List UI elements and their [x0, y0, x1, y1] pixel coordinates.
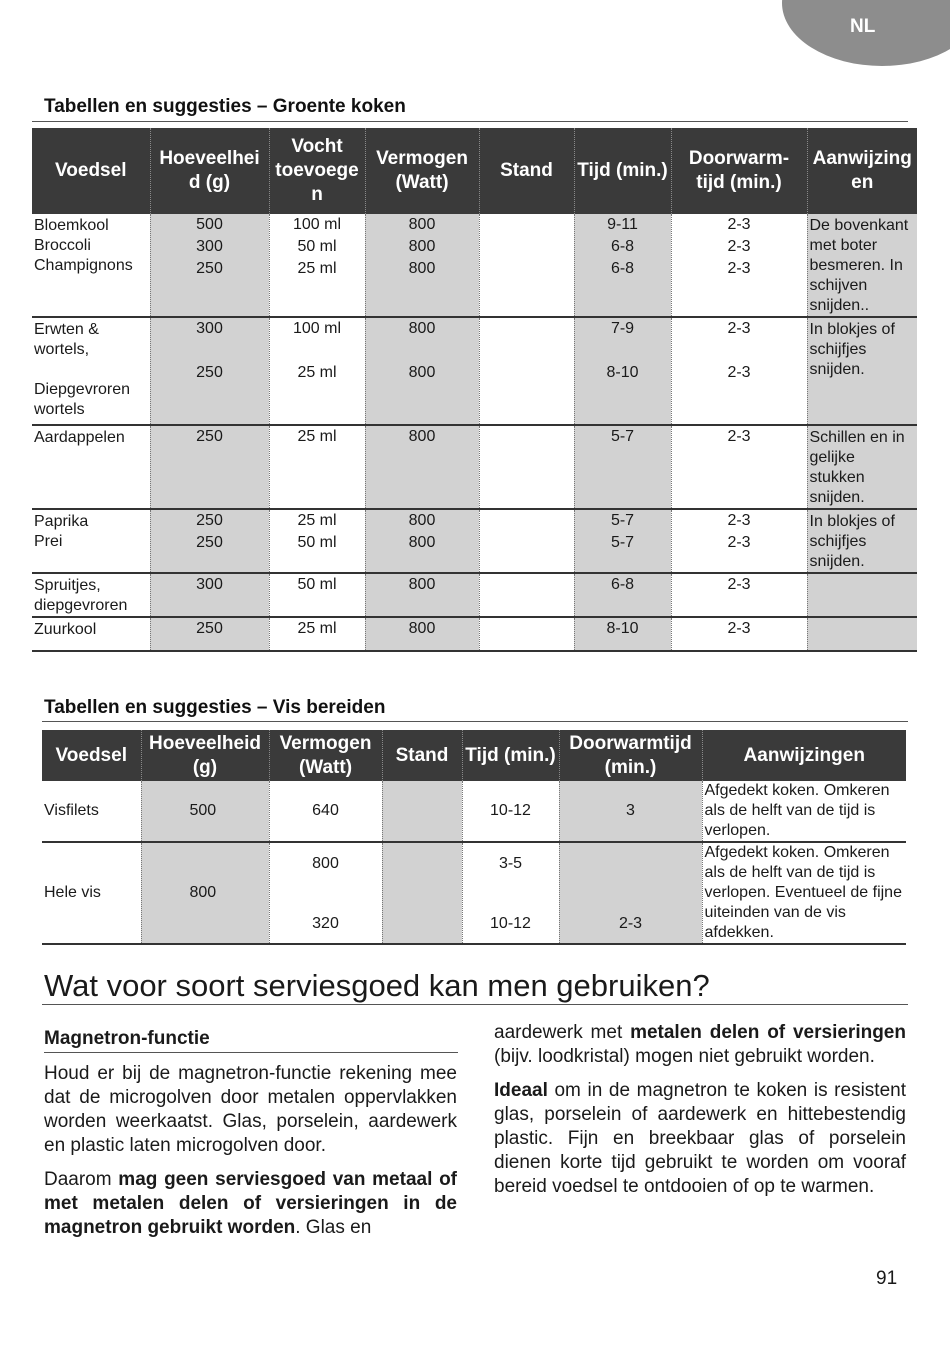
veg-cell-line: 2-3 — [727, 364, 751, 381]
right-p1-pre: aardewerk met — [494, 1022, 631, 1043]
veg-cell-line: 800 — [408, 576, 436, 593]
veg-cell-line: 5-7 — [610, 512, 635, 529]
veg-cell-line: 300 — [196, 320, 223, 337]
right-p1-bold: metalen delen of versieringen — [630, 1022, 906, 1043]
fish-cell-power — [269, 781, 382, 842]
veg-cell-line: diepgevroren — [34, 597, 128, 614]
magnetron-subtitle-rule — [44, 1052, 458, 1053]
right-p1-post: (bijv. loodkristal) mogen niet gebruikt worden. — [494, 1046, 875, 1067]
fish-header-line: Hoeveelheid — [149, 732, 261, 754]
veg-cell-line: De bovenkant — [809, 217, 909, 234]
left-column-text — [44, 1062, 457, 1250]
veg-cell-line: 250 — [196, 512, 223, 529]
veg-cell-liquid — [269, 509, 365, 573]
veg-cell-line: snijden. — [809, 361, 865, 378]
dishes-section-title: Wat voor soort serviesgoed kan men gebruiken? — [44, 968, 710, 1003]
veg-cell-line: 800 — [408, 364, 436, 381]
fish-header-line: Tijd (min.) — [465, 744, 556, 766]
fish-header-5 — [559, 730, 702, 781]
veg-cell-line: 2-3 — [727, 428, 751, 445]
veg-header-line: Aanwijzing — [812, 148, 912, 169]
left-paragraph-1: Houd er bij de magnetron-functie rekening mee dat de microgolven door metalen oppervlakken worden weerkaatst. Glas, porselein, aardewerk en plastic laten microgolven door. — [44, 1063, 457, 1156]
veg-cell-line — [270, 340, 365, 362]
veg-cell-line: 5-7 — [610, 428, 635, 445]
fish-cell-rest: 3 — [559, 781, 702, 842]
veg-cell-line: 800 — [408, 238, 436, 255]
veg-cell-rest — [671, 617, 807, 651]
veg-cell-qty — [150, 214, 269, 317]
veg-cell-rest — [671, 573, 807, 617]
veg-cell-line: 2-3 — [727, 534, 751, 551]
veg-cell-line: wortels — [34, 401, 85, 418]
veg-cell-line: 300 — [196, 238, 223, 255]
veg-cell-line: Zuurkool — [34, 621, 97, 638]
veg-cell-line: 800 — [408, 428, 436, 445]
veg-cell-power — [365, 317, 479, 425]
veg-cell-line: 250 — [196, 260, 223, 277]
veg-header-line: en — [851, 172, 874, 193]
veg-cell-line: 2-3 — [727, 620, 751, 637]
veg-cell-liquid — [269, 425, 365, 509]
magnetron-subtitle: Magnetron-functie — [44, 1028, 210, 1049]
veg-cell-note — [807, 573, 917, 617]
veg-cell-note — [807, 509, 917, 573]
veg-cell-line: Broccoli — [34, 237, 91, 254]
veg-cell-name — [32, 317, 150, 425]
veg-cell-line: 25 ml — [297, 364, 337, 381]
veg-cell-qty — [150, 617, 269, 651]
fish-header-line: (Watt) — [298, 756, 353, 778]
fish-cell-line: 800 — [312, 855, 339, 872]
veg-cell-power — [365, 425, 479, 509]
veg-cell-stand — [479, 425, 574, 509]
fish-header-line: Voedsel — [55, 744, 127, 766]
veg-cell-line: 300 — [196, 576, 223, 593]
veg-cell-stand — [479, 617, 574, 651]
veg-cell-line: schijfjes — [809, 533, 867, 550]
veg-cell-line: snijden.. — [809, 297, 870, 314]
veg-cell-line: 800 — [408, 216, 436, 233]
veg-cell-line: Aardappelen — [34, 429, 125, 446]
veg-cell-line: wortels, — [34, 341, 90, 358]
veg-cell-line: 25 ml — [297, 428, 337, 445]
left-p2-pre: Daarom — [44, 1169, 119, 1190]
veg-cell-stand — [479, 573, 574, 617]
fish-table — [42, 730, 906, 945]
veg-cell-time — [574, 573, 671, 617]
veg-cell-power — [365, 214, 479, 317]
veg-cell-line: 250 — [196, 364, 223, 381]
veg-table-row — [32, 509, 917, 573]
veg-cell-line: met boter — [809, 237, 878, 254]
language-tab — [782, 0, 950, 66]
veg-cell-line: besmeren. In — [809, 257, 903, 274]
fish-table-row — [42, 842, 906, 944]
veg-cell-power — [365, 509, 479, 573]
veg-cell-line: 500 — [196, 216, 223, 233]
veg-header-line: tijd (min.) — [696, 172, 782, 193]
veg-table-row — [32, 214, 917, 317]
fish-title-rule — [42, 721, 908, 722]
veg-cell-name — [32, 573, 150, 617]
fish-header-line: Doorwarmtijd — [569, 732, 692, 754]
fish-header-2 — [269, 730, 382, 781]
veg-cell-rest — [671, 509, 807, 573]
veg-cell-line: 800 — [408, 620, 436, 637]
fish-cell-stand — [382, 781, 462, 842]
fish-cell-rest: 2-3 — [559, 842, 702, 944]
veg-cell-stand — [479, 509, 574, 573]
veg-cell-time — [574, 214, 671, 317]
veg-table — [32, 128, 917, 652]
veg-cell-line: Spruitjes, — [34, 577, 101, 594]
veg-cell-qty — [150, 573, 269, 617]
veg-title-rule — [32, 121, 908, 122]
veg-header-line: Voedsel — [55, 160, 127, 181]
veg-table-row — [32, 425, 917, 509]
fish-cell-note: Afgedekt koken. Omkeren als de helft van de tijd is verlopen. Eventueel de fijne uiteinden van de vis afdekken. — [702, 842, 906, 944]
veg-cell-line: snijden. — [809, 489, 865, 506]
fish-header-4 — [462, 730, 559, 781]
veg-cell-line: 250 — [196, 620, 223, 637]
veg-cell-line: 2-3 — [727, 512, 751, 529]
fish-header-line: (g) — [192, 756, 218, 778]
veg-cell-line: Champignons — [34, 257, 133, 274]
veg-cell-line: 800 — [408, 320, 436, 337]
veg-cell-line: 25 ml — [297, 620, 337, 637]
fish-header-3 — [382, 730, 462, 781]
right-paragraph-2 — [494, 1079, 906, 1199]
veg-cell-line: 6-8 — [610, 576, 635, 593]
dishes-title-rule — [42, 1004, 908, 1005]
veg-cell-line: 800 — [408, 512, 436, 529]
veg-cell-name — [32, 617, 150, 651]
veg-table-row — [32, 317, 917, 425]
veg-cell-line — [34, 360, 150, 380]
veg-header-line: (Watt) — [395, 172, 449, 193]
fish-table-row — [42, 781, 906, 842]
veg-cell-note — [807, 425, 917, 509]
veg-cell-stand — [479, 214, 574, 317]
right-p2-bold: Ideaal — [494, 1080, 548, 1101]
veg-cell-line: Diepgevroren — [34, 381, 131, 398]
fish-cell-name: Visfilets — [42, 781, 141, 842]
veg-cell-line: 6-8 — [610, 238, 635, 255]
veg-cell-line: In blokjes of — [809, 513, 895, 530]
veg-cell-line: 50 ml — [297, 576, 337, 593]
veg-cell-stand — [479, 317, 574, 425]
veg-header-5 — [574, 128, 671, 214]
veg-cell-line: Paprika — [34, 513, 89, 530]
fish-cell-note: Afgedekt koken. Omkeren als de helft van de tijd is verlopen. — [702, 781, 906, 842]
veg-header-line: Vermogen — [376, 148, 468, 169]
fish-cell-line: 640 — [312, 802, 339, 819]
veg-cell-line: In blokjes of — [809, 321, 895, 338]
veg-cell-line: 100 ml — [292, 216, 342, 233]
right-column-text — [494, 1021, 906, 1209]
veg-cell-line — [151, 340, 269, 362]
fish-cell-qty: 800 — [141, 842, 269, 944]
veg-cell-power — [365, 573, 479, 617]
veg-cell-rest — [671, 317, 807, 425]
fish-header-line: Stand — [395, 744, 449, 766]
fish-cell-power — [269, 842, 382, 944]
veg-cell-line: 100 ml — [292, 320, 342, 337]
fish-cell-line: 3-5 — [498, 855, 523, 872]
veg-cell-line: snijden. — [809, 553, 865, 570]
veg-cell-qty — [150, 425, 269, 509]
veg-header-6 — [671, 128, 807, 214]
fish-cell-line: 320 — [312, 915, 339, 932]
veg-header-line: Hoeveelhei — [159, 148, 260, 169]
veg-cell-rest — [671, 214, 807, 317]
veg-cell-name — [32, 509, 150, 573]
veg-cell-line: 50 ml — [297, 534, 337, 551]
fish-cell-line: 10-12 — [490, 915, 531, 932]
veg-cell-time — [574, 317, 671, 425]
veg-cell-power — [365, 617, 479, 651]
veg-cell-liquid — [269, 214, 365, 317]
left-p2-post: . Glas en — [295, 1217, 372, 1238]
fish-header-6 — [702, 730, 906, 781]
veg-cell-line: 250 — [196, 428, 223, 445]
veg-cell-line: gelijke — [809, 449, 855, 466]
veg-cell-line: 800 — [408, 260, 436, 277]
veg-cell-note — [807, 617, 917, 651]
veg-cell-qty — [150, 317, 269, 425]
fish-header-line: (min.) — [604, 756, 657, 778]
fish-cell-qty: 500 — [141, 781, 269, 842]
veg-cell-line — [366, 340, 479, 362]
veg-header-line: toevoege — [275, 160, 359, 181]
veg-header-3 — [365, 128, 479, 214]
veg-cell-line: 8-10 — [606, 620, 639, 637]
veg-cell-line: 25 ml — [297, 260, 337, 277]
veg-cell-note — [807, 317, 917, 425]
fish-header-0 — [42, 730, 141, 781]
veg-cell-liquid — [269, 573, 365, 617]
right-p2-post: om in de magnetron te koken is resistent glas, porselein of aardewerk en hittebestendig plastic. Fijn en breekbaar glas of porselein dienen korte tijd gebruikt te worden om vooraf bereid voedsel te ontdooien of op te warmen. — [494, 1080, 906, 1197]
page-number: 91 — [876, 1268, 898, 1289]
veg-header-2 — [269, 128, 365, 214]
fish-section-title: Tabellen en suggesties – Vis bereiden — [44, 697, 386, 718]
veg-header-line: Vocht — [291, 136, 343, 157]
veg-header-1 — [150, 128, 269, 214]
veg-cell-note — [807, 214, 917, 317]
veg-cell-line: 2-3 — [727, 216, 751, 233]
language-tab-label: NL — [850, 16, 876, 37]
veg-cell-time — [574, 617, 671, 651]
veg-table-row — [32, 573, 917, 617]
veg-cell-liquid — [269, 617, 365, 651]
veg-header-0 — [32, 128, 150, 214]
veg-cell-line — [575, 340, 671, 362]
veg-header-7 — [807, 128, 917, 214]
veg-cell-line: 2-3 — [727, 320, 751, 337]
right-paragraph-1 — [494, 1021, 906, 1069]
veg-cell-line: schijven — [809, 277, 868, 294]
fish-cell-name: Hele vis — [42, 842, 141, 944]
fish-header-line: Vermogen — [279, 732, 372, 754]
veg-cell-line: 800 — [408, 534, 436, 551]
veg-header-line: Doorwarm- — [688, 148, 790, 169]
veg-cell-line: Schillen en in — [809, 429, 905, 446]
veg-cell-line — [672, 340, 807, 362]
veg-cell-qty — [150, 509, 269, 573]
fish-cell-time — [462, 781, 559, 842]
fish-header-line: Aanwijzingen — [743, 744, 865, 766]
veg-cell-line: 2-3 — [727, 260, 751, 277]
veg-cell-time — [574, 509, 671, 573]
veg-header-line: d (g) — [188, 172, 231, 193]
fish-header-1 — [141, 730, 269, 781]
veg-header-line: n — [311, 184, 323, 205]
veg-header-4 — [479, 128, 574, 214]
veg-cell-line: 8-10 — [606, 364, 639, 381]
fish-cell-line: 10-12 — [490, 802, 531, 819]
veg-cell-line: Bloemkool — [34, 217, 109, 234]
veg-header-line: Stand — [500, 160, 553, 181]
veg-cell-line: 25 ml — [297, 512, 337, 529]
veg-cell-line: stukken — [809, 469, 865, 486]
veg-cell-liquid — [269, 317, 365, 425]
veg-cell-line: 50 ml — [297, 238, 337, 255]
veg-cell-line: Prei — [34, 533, 63, 550]
veg-cell-line: 7-9 — [610, 320, 635, 337]
veg-cell-line: 2-3 — [727, 576, 751, 593]
veg-cell-line: 250 — [196, 534, 223, 551]
veg-cell-rest — [671, 425, 807, 509]
veg-cell-line: 9-11 — [607, 216, 638, 233]
veg-cell-line: 2-3 — [727, 238, 751, 255]
veg-cell-line: 6-8 — [610, 260, 635, 277]
left-p2-bold: mag geen serviesgoed van metaal of met metalen delen of versieringen in de magnetron gebruikt worden — [44, 1169, 458, 1238]
veg-cell-name — [32, 214, 150, 317]
veg-header-line: Tijd (min.) — [577, 160, 668, 181]
veg-cell-line: Erwten & — [34, 321, 99, 338]
veg-cell-line: schijfjes — [809, 341, 867, 358]
veg-table-row — [32, 617, 917, 651]
veg-cell-time — [574, 425, 671, 509]
veg-section-title: Tabellen en suggesties – Groente koken — [44, 96, 406, 117]
fish-cell-time — [462, 842, 559, 944]
left-paragraph-2 — [44, 1168, 457, 1240]
veg-cell-line: 5-7 — [610, 534, 635, 551]
fish-cell-stand — [382, 842, 462, 944]
veg-cell-name — [32, 425, 150, 509]
